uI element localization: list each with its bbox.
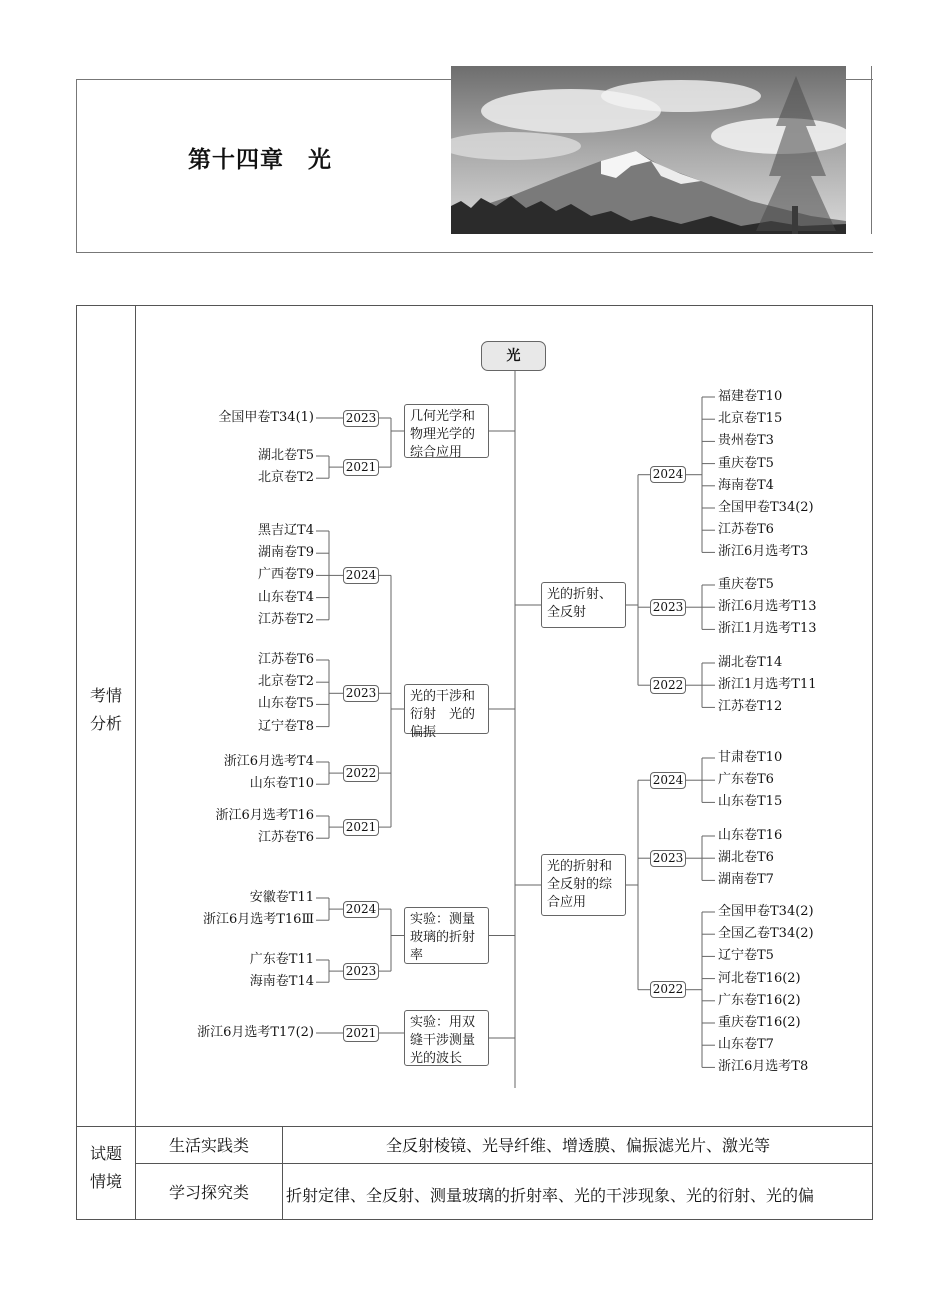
chapter-title: 第十四章 光: [188, 147, 332, 173]
section-label-line: 情境: [89, 1172, 122, 1191]
topic-box: [541, 854, 626, 916]
topic-line: 光的干涉和: [410, 689, 476, 704]
year-badge: 2023: [343, 410, 379, 427]
exam-item: 重庆卷T5: [718, 577, 774, 592]
year-badge: 2024: [650, 466, 686, 483]
topic-box: [404, 404, 489, 458]
section-label-line: 考情: [89, 686, 122, 705]
topic-line: 光的波长: [410, 1051, 463, 1066]
exam-item: 浙江6月选考T13: [718, 599, 817, 615]
topic-box: [404, 907, 489, 964]
year-badge: 2023: [343, 685, 379, 702]
mind-map-root: 光: [481, 341, 546, 371]
topic-line: 物理光学的: [410, 427, 476, 442]
topic-line: 合应用: [547, 895, 587, 910]
context-content-life: 全反射棱镜、光导纤维、增透膜、偏振滤光片、激光等: [385, 1136, 770, 1155]
topic-line: 综合应用: [410, 445, 463, 460]
section-label-analysis: [77, 682, 135, 738]
exam-item: 江苏卷T6: [258, 652, 314, 667]
exam-item: 山东卷T15: [718, 794, 783, 810]
exam-item: 浙江6月选考T16Ⅲ: [202, 912, 314, 928]
exam-item: 江苏卷T6: [718, 522, 774, 538]
section-label-line: 分析: [89, 714, 122, 733]
year-badge: 2022: [650, 677, 686, 694]
topic-line: 全反射的综: [547, 877, 613, 892]
year-badge: 2021: [343, 819, 379, 836]
topic-line: 实验：测量: [410, 912, 476, 927]
exam-item: 浙江1月选考T11: [718, 677, 817, 693]
year-badge: 2024: [343, 567, 379, 584]
exam-item: 山东卷T4: [258, 589, 314, 605]
section-label-context: [77, 1140, 135, 1196]
context-type-study: 学习探究类: [168, 1183, 249, 1202]
exam-item: 江苏卷T2: [258, 611, 314, 627]
exam-item: 全国甲卷T34(2): [718, 904, 814, 919]
exam-item: 北京卷T15: [718, 411, 783, 427]
year-badge: 2023: [650, 850, 686, 867]
mind-map: [136, 306, 872, 1126]
year-badge: 2023: [343, 963, 379, 980]
exam-item: 湖北卷T6: [718, 850, 774, 866]
exam-item: 广东卷T11: [249, 952, 314, 967]
header-right-rule: [871, 66, 872, 234]
exam-item: 浙江6月选考T16: [215, 808, 314, 823]
topic-line: 几何光学和: [410, 409, 476, 424]
exam-item: 福建卷T10: [718, 389, 783, 404]
exam-item: 海南卷T14: [249, 974, 314, 990]
year-badge: 2021: [343, 459, 379, 476]
exam-item: 湖南卷T7: [718, 872, 774, 888]
exam-item: 全国乙卷T34(2): [718, 926, 814, 942]
exam-item: 山东卷T7: [718, 1037, 774, 1053]
exam-item: 浙江6月选考T8: [718, 1059, 809, 1075]
exam-item: 北京卷T2: [258, 674, 314, 690]
exam-item: 安徽卷T11: [249, 890, 314, 905]
exam-item: 全国甲卷T34(2): [718, 500, 814, 515]
year-badge: 2023: [650, 599, 686, 616]
exam-item: 辽宁卷T8: [258, 718, 314, 734]
context-type-life: 生活实践类: [168, 1136, 249, 1155]
exam-item: 辽宁卷T5: [718, 948, 774, 964]
exam-item: 浙江6月选考T4: [223, 754, 314, 769]
exam-item: 北京卷T2: [258, 470, 314, 486]
topic-box: [404, 1010, 489, 1066]
exam-item: 浙江1月选考T13: [718, 621, 817, 637]
exam-item: 湖北卷T14: [718, 655, 783, 670]
table-row-divider-inner: [135, 1163, 873, 1164]
topic-line: 光的折射和: [547, 859, 613, 874]
year-badge: 2024: [343, 901, 379, 918]
topic-line: 衍射 光的: [410, 707, 476, 722]
exam-item: 重庆卷T16(2): [718, 1015, 801, 1030]
section-label-line: 试题: [89, 1144, 122, 1163]
exam-item: 甘肃卷T10: [718, 750, 783, 765]
exam-item: 湖北卷T5: [258, 448, 314, 463]
exam-item: 山东卷T10: [249, 776, 314, 792]
mountain-illustration: [451, 66, 846, 234]
exam-item: 海南卷T4: [718, 477, 774, 493]
exam-item: 广东卷T6: [718, 772, 774, 788]
topic-line: 光的折射、: [547, 587, 613, 602]
year-badge: 2022: [343, 765, 379, 782]
context-content-study: 折射定律、全反射、测量玻璃的折射率、光的干涉现象、光的衍射、光的偏: [286, 1186, 815, 1205]
topic-line: 实验：用双: [410, 1015, 476, 1030]
topic-line: 缝干涉测量: [410, 1033, 476, 1048]
topic-line: 率: [410, 948, 424, 963]
exam-item: 河北卷T16(2): [718, 970, 801, 986]
exam-item: 广西卷T9: [258, 567, 314, 583]
topic-line: 偏振: [410, 725, 437, 740]
year-badge: 2024: [650, 772, 686, 789]
exam-item: 贵州卷T3: [718, 433, 774, 449]
exam-item: 重庆卷T5: [718, 455, 774, 471]
year-badge: 2022: [650, 981, 686, 998]
mountain-photo: [451, 66, 846, 234]
exam-item: 全国甲卷T34(1): [218, 410, 314, 425]
table-row-divider: [76, 1126, 873, 1127]
topic-line: 全反射: [547, 605, 587, 620]
exam-item: 江苏卷T12: [718, 699, 783, 715]
exam-item: 山东卷T5: [258, 696, 314, 712]
exam-item: 湖南卷T9: [258, 545, 314, 561]
exam-item: 黑吉辽T4: [258, 523, 314, 538]
exam-item: 江苏卷T6: [258, 830, 314, 846]
topic-box: [404, 684, 489, 740]
exam-item: 广东卷T16(2): [718, 992, 801, 1008]
topic-box: [541, 582, 626, 628]
exam-item: 浙江6月选考T17(2): [197, 1025, 314, 1040]
year-badge: 2021: [343, 1025, 379, 1042]
exam-item: 浙江6月选考T3: [718, 544, 809, 560]
exam-item: 山东卷T16: [718, 828, 783, 843]
topic-line: 玻璃的折射: [410, 930, 476, 945]
